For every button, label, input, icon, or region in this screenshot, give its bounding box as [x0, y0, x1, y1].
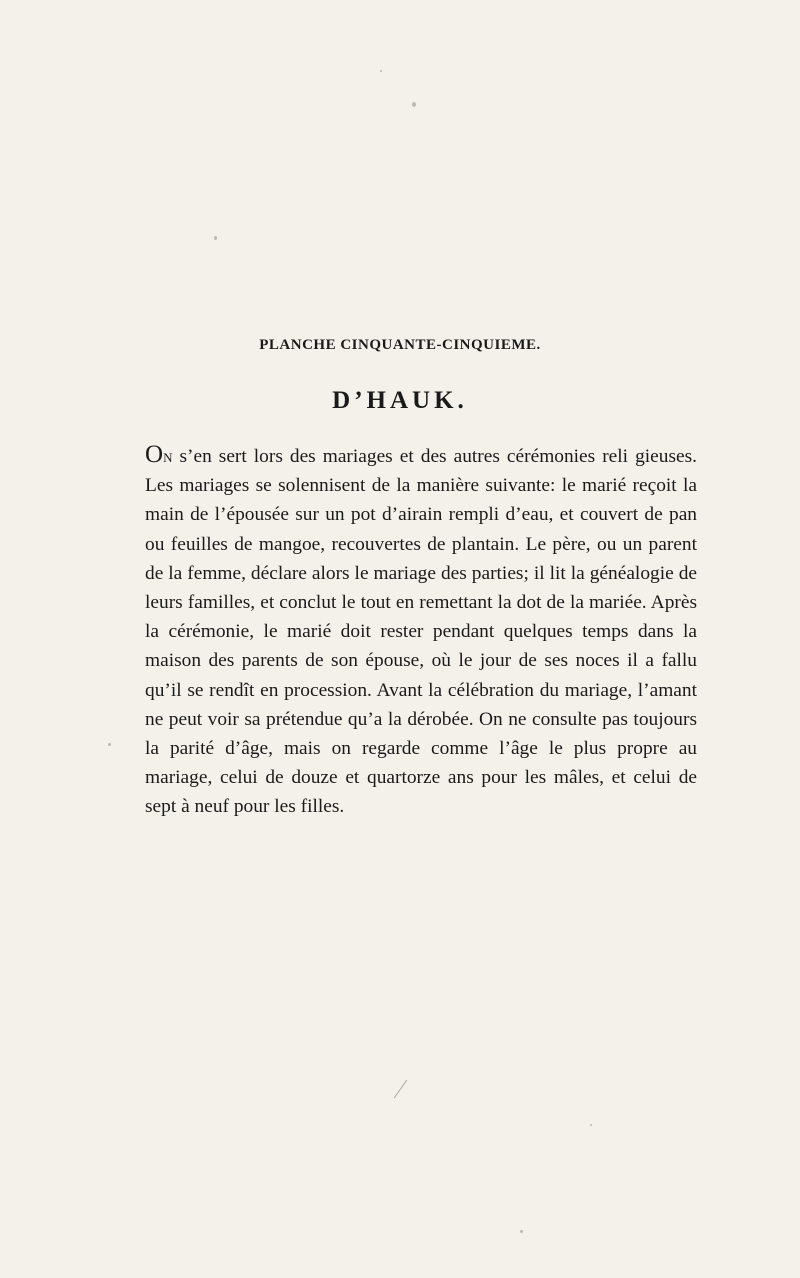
paragraph-text: s’en sert lors des mariages et des autres cérémonies reli gieuses. Les mariages se solennisent de la manière suivante: le marié reçoit la main de l’épousée sur un pot d’airain rempli d’eau, et couvert de pan ou feuilles de mangoe, recouvertes de plantain. Le père, ou un parent de la femme, déclare alors le mariage des parties; il lit la généalogie de leurs familles, et conclut le tout en remettant la dot de la mariée. Après la cérémonie, le marié doit rester pendant quelques temps dans la maison des parents de son épouse, où le jour de ses noces il a fallu qu’il se rendît en procession. Avant la célébration du mariage, l’amant ne peut voir sa prétendue qu’a la dérobée. On ne consulte pas toujours la parité d’âge, mais on regarde comme l’âge le plus propre au mariage, celui de douze et quartorze ans pour les mâles, et celui de sept à neuf pour les filles. — [145, 446, 697, 818]
paper-speck — [590, 1124, 592, 1126]
paper-speck — [412, 102, 416, 107]
body-paragraph — [145, 440, 697, 822]
section-title: D’HAUK. — [332, 387, 468, 414]
drop-letter: O — [145, 441, 164, 468]
plate-heading: PLANCHE CINQUANTE-CINQUIEME. — [259, 337, 541, 353]
paper-mark — [394, 1080, 407, 1099]
paper-speck — [214, 236, 217, 240]
paper-speck — [520, 1230, 523, 1233]
paper-speck — [380, 70, 382, 72]
paper-speck — [108, 743, 111, 746]
lead-small-caps: n — [163, 446, 173, 467]
